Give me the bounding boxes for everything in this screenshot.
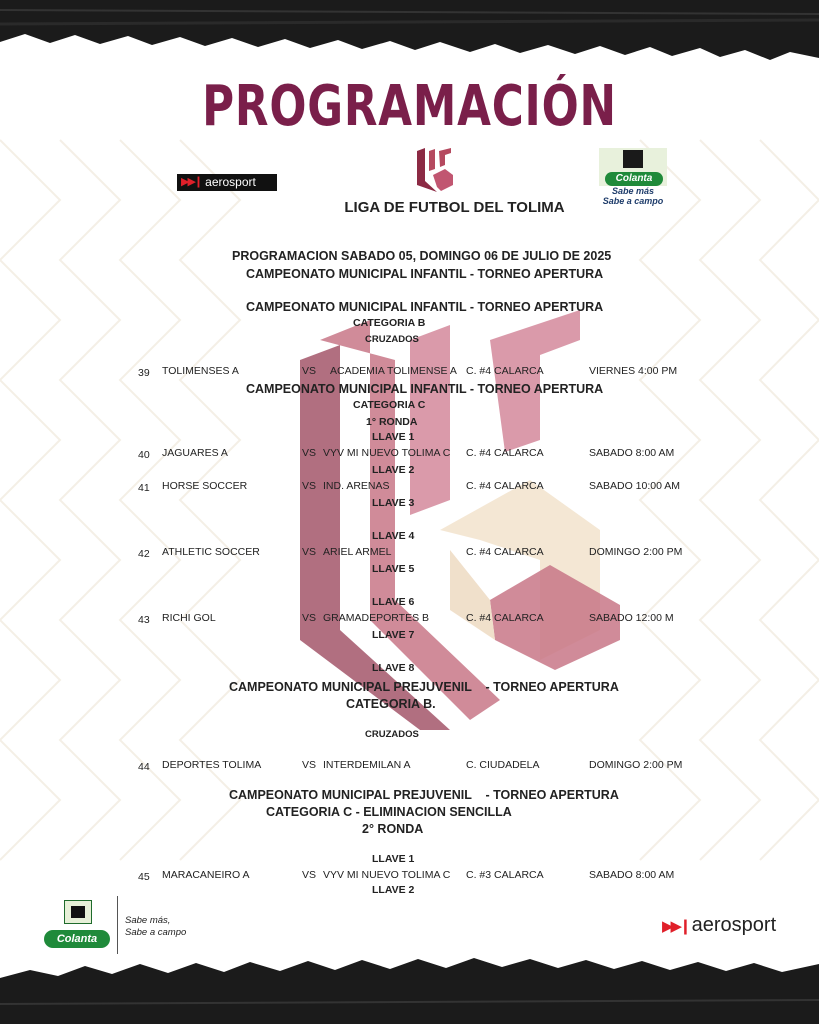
- round-label: 2° RONDA: [362, 822, 424, 836]
- league-name: LIGA DE FUTBOL DEL TOLIMA: [344, 199, 565, 216]
- cow-icon: [64, 900, 92, 924]
- colanta-wordmark: Colanta: [44, 930, 110, 948]
- section-title-prejuvenil-b: CAMPEONATO MUNICIPAL PREJUVENIL - TORNEO APERTURA: [229, 680, 619, 694]
- home-team: HORSE SOCCER: [162, 480, 248, 492]
- venue: C. #3 CALARCA: [466, 869, 544, 881]
- llave-label: LLAVE 1: [372, 431, 415, 443]
- match-time: DOMINGO 2:00 PM: [589, 546, 683, 558]
- home-team: TOLIMENSES A: [162, 365, 239, 377]
- match-number: 40: [138, 449, 150, 461]
- aerosport-logo-top: [177, 174, 277, 191]
- colanta-slogan-line-1: Sabe más: [611, 186, 655, 196]
- colanta-slogan-bottom-line-1: Sabe más,: [125, 915, 171, 926]
- colanta-logo-bottom: [44, 900, 116, 952]
- home-team: DEPORTES TOLIMA: [162, 759, 262, 771]
- divider: [117, 896, 118, 954]
- match-number: 45: [138, 871, 150, 883]
- page-title: PROGRAMACIÓN: [202, 74, 617, 139]
- vs-label: VS: [302, 759, 317, 771]
- llave-label: LLAVE 2: [372, 884, 415, 896]
- home-team: JAGUARES A: [162, 447, 228, 459]
- venue: C. #4 CALARCA: [466, 546, 544, 558]
- section-title-infantil-c: CAMPEONATO MUNICIPAL INFANTIL - TORNEO APERTURA: [246, 382, 604, 396]
- llave-label: LLAVE 8: [372, 662, 415, 674]
- llave-label: LLAVE 5: [372, 563, 415, 575]
- match-time: SABADO 10:00 AM: [589, 480, 681, 492]
- category-label: CATEGORIA B: [353, 317, 426, 329]
- vs-label: VS: [302, 612, 317, 624]
- vs-label: VS: [302, 447, 317, 459]
- vs-label: VS: [302, 365, 317, 377]
- llave-label: LLAVE 3: [372, 497, 415, 509]
- llave-label: LLAVE 4: [372, 530, 415, 542]
- colanta-slogan: [599, 186, 667, 206]
- match-time: SABADO 12:00 M: [589, 612, 674, 624]
- colanta-logo-top: [599, 148, 667, 208]
- round-label: 1° RONDA: [366, 416, 418, 428]
- match-number: 41: [138, 482, 150, 494]
- schedule-header: PROGRAMACION SABADO 05, DOMINGO 06 DE JULIO DE 2025: [232, 249, 612, 263]
- lft-logo: [413, 147, 455, 193]
- llave-label: LLAVE 7: [372, 629, 415, 641]
- phase-label: CRUZADOS: [365, 334, 419, 345]
- vs-label: VS: [302, 480, 317, 492]
- home-team: MARACANEIRO A: [162, 869, 250, 881]
- section-title-prejuvenil-c: CAMPEONATO MUNICIPAL PREJUVENIL - TORNEO APERTURA: [229, 788, 619, 802]
- venue: C. #4 CALARCA: [466, 480, 544, 492]
- llave-label: LLAVE 1: [372, 853, 415, 865]
- venue: C. #4 CALARCA: [466, 365, 544, 377]
- match-time: SABADO 8:00 AM: [589, 447, 675, 459]
- vs-label: VS: [302, 546, 317, 558]
- away-team: GRAMADEPORTES B: [323, 612, 429, 624]
- section-title-infantil-b: CAMPEONATO MUNICIPAL INFANTIL - TORNEO APERTURA: [246, 300, 604, 314]
- colanta-slogan-line-2: Sabe a campo: [602, 196, 664, 206]
- match-number: 44: [138, 761, 150, 773]
- away-team: VYV MI NUEVO TOLIMA C: [323, 447, 451, 459]
- match-time: VIERNES 4:00 PM: [589, 365, 678, 377]
- torn-edge-bottom: [0, 954, 819, 1024]
- llave-label: LLAVE 6: [372, 596, 415, 608]
- venue: C. #4 CALARCA: [466, 612, 544, 624]
- aerosport-logo-bottom: [662, 914, 776, 937]
- away-team: IND. ARENAS: [323, 480, 390, 492]
- colanta-wordmark: Colanta: [605, 172, 663, 186]
- category-label: CATEGORIA C - ELIMINACION SENCILLA: [266, 805, 512, 819]
- home-team: RICHI GOL: [162, 612, 216, 624]
- cow-icon: [623, 150, 643, 168]
- schedule-subheader: CAMPEONATO MUNICIPAL INFANTIL - TORNEO APERTURA: [246, 267, 604, 281]
- colanta-slogan-bottom: [125, 915, 186, 939]
- torn-edge-top: [0, 0, 819, 70]
- phase-label: CRUZADOS: [365, 729, 419, 740]
- category-label: CATEGORIA C: [353, 399, 426, 411]
- away-team: VYV MI NUEVO TOLIMA C: [323, 869, 451, 881]
- match-number: 43: [138, 614, 150, 626]
- colanta-slogan-bottom-line-2: Sabe a campo: [125, 927, 187, 938]
- category-label: CATEGORIA B.: [346, 697, 436, 711]
- aerosport-wordmark: aerosport: [205, 175, 256, 189]
- fast-forward-icon: ▶▶❙: [181, 176, 202, 188]
- away-team: ACADEMIA TOLIMENSE A: [330, 365, 457, 377]
- away-team: ARIEL ARMEL: [323, 546, 392, 558]
- match-time: SABADO 8:00 AM: [589, 869, 675, 881]
- colanta-badge: [599, 148, 667, 186]
- match-number: 39: [138, 367, 150, 379]
- aerosport-wordmark: aerosport: [691, 914, 777, 936]
- llave-label: LLAVE 2: [372, 464, 415, 476]
- away-team: INTERDEMILAN A: [323, 759, 411, 771]
- fast-forward-icon: ▶▶❙: [662, 917, 689, 935]
- venue: C. #4 CALARCA: [466, 447, 544, 459]
- vs-label: VS: [302, 869, 317, 881]
- venue: C. CIUDADELA: [466, 759, 540, 771]
- match-number: 42: [138, 548, 150, 560]
- match-time: DOMINGO 2:00 PM: [589, 759, 683, 771]
- home-team: ATHLETIC SOCCER: [162, 546, 260, 558]
